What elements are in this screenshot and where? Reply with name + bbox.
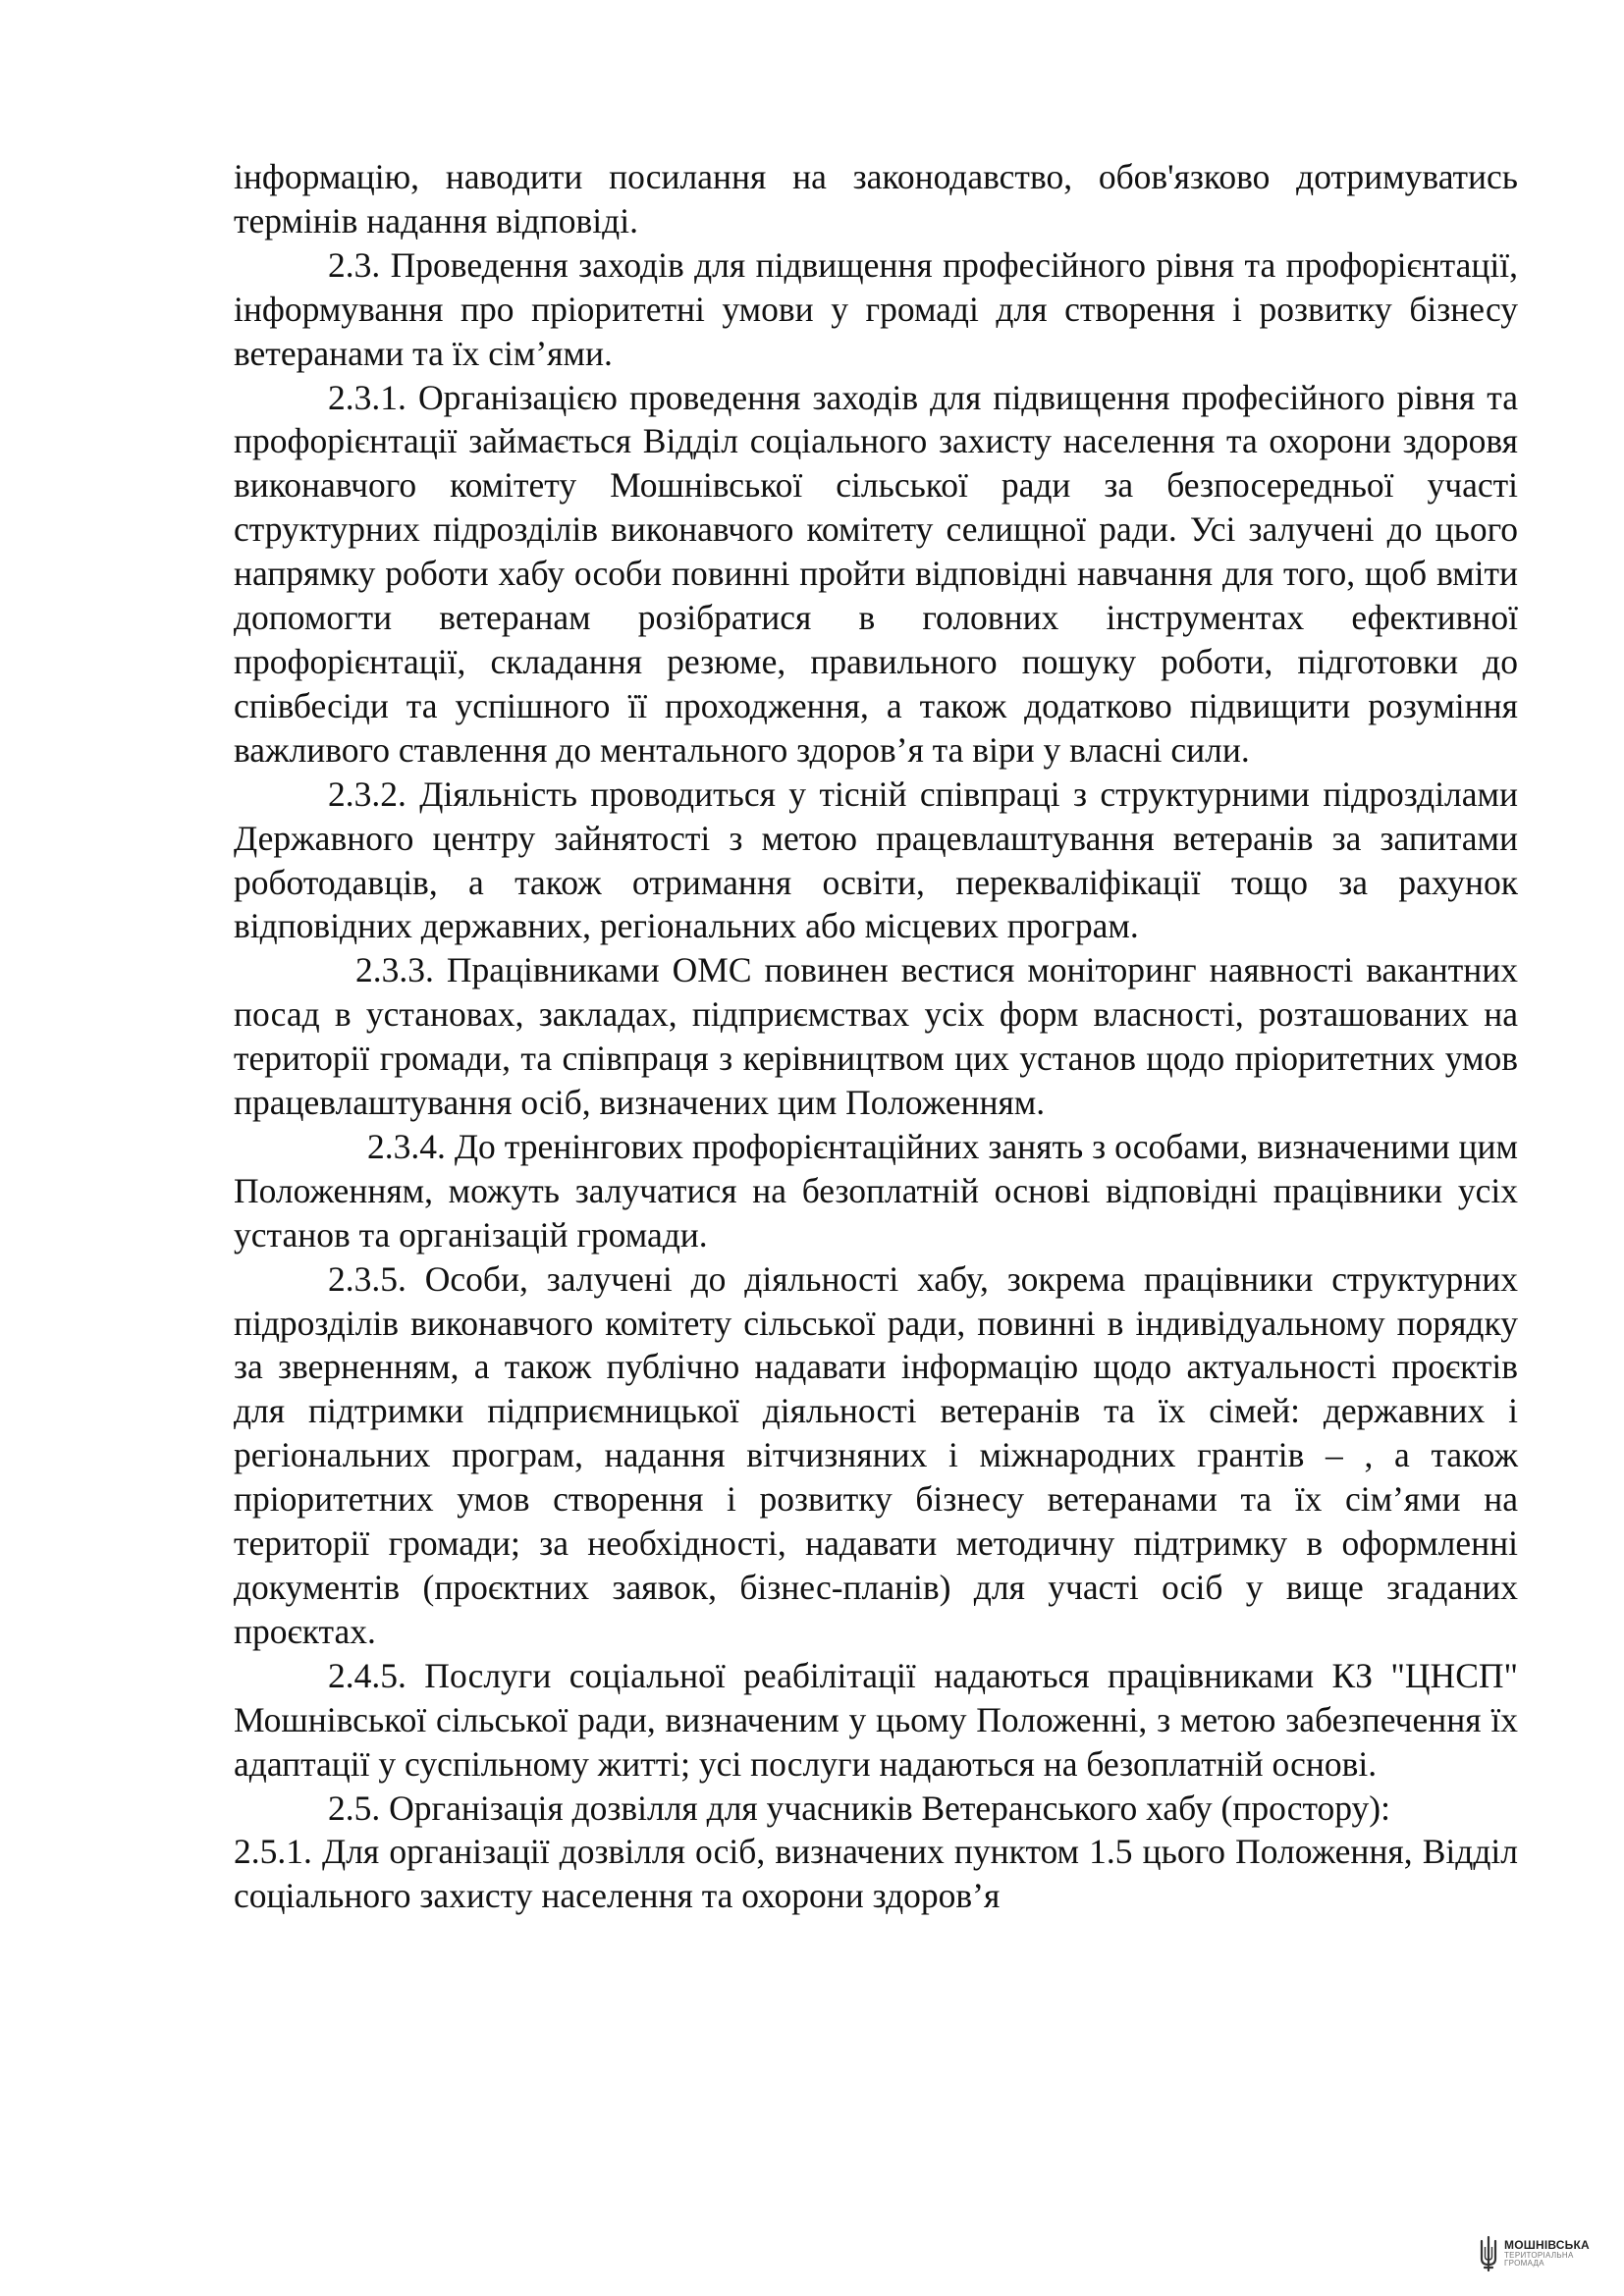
- document-body: [234, 155, 1518, 1918]
- paragraph-2-3-2: 2.3.2. Діяльність проводиться у тісній співпраці з структурними підрозділами Державного центру зайнятості з метою працевлаштування ветеранів за запитами роботодавців, а також отримання освіти, перекваліфікації тощо за рахунок відповідних державних, регіональних або місцевих програм.: [234, 774, 1518, 946]
- paragraph-continuation: інформацію, наводити посилання на законодавство, обов'язково дотримуватись термінів надання відповіді.: [234, 157, 1518, 240]
- logo-line-3: ГРОМАДА: [1504, 2259, 1544, 2269]
- paragraph-2-5-1: 2.5.1. Для організації дозвілля осіб, визначених пунктом 1.5 цього Положення, Відділ соціального захисту населення та охорони здоров’я: [234, 1832, 1518, 1916]
- trident-icon: [1479, 2235, 1498, 2272]
- paragraph-2-3: 2.3. Проведення заходів для підвищення професійного рівня та профорієнтації, інформування про пріоритетні умови у громаді для створення і розвитку бізнесу ветеранами та їх сім’ями.: [234, 244, 1518, 373]
- paragraph-2-4-5: 2.4.5. Послуги соціальної реабілітації надаються працівниками КЗ "ЦНСП" Мошнівської сільської ради, визначеним у цьому Положенні, з метою забезпечення їх адаптації у суспільному житті; усі послуги надаються на безоплатній основі.: [234, 1655, 1518, 1784]
- logo-line-2: ТЕРИТОРІАЛЬНА: [1504, 2250, 1574, 2260]
- paragraph-2-3-5: 2.3.5. Особи, залучені до діяльності хабу, зокрема працівники структурних підрозділів виконавчого комітету сільської ради, повинні в індивідуальному порядку за зверненням, а також публічно надавати інформацію щодо актуальності проєктів для підтримки підприємницької діяльності ветеранів та їх сімей: державних і регіональних програм, надання вітчизняних і міжнародних грантів – , а також пріоритетних умов створення і розвитку бізнесу ветеранами та їх сім’ями на території громади; за необхідності, надавати методичну підтримку в оформленні документів (проєктних заявок, бізнес-планів) для участі осіб у вище згаданих проєктах.: [234, 1258, 1518, 1651]
- logo-line-1: МОШНІВСЬКА: [1504, 2238, 1590, 2253]
- logo-text: [1504, 2239, 1590, 2268]
- paragraph-2-3-4: 2.3.4. До тренінгових профорієнтаційних занять з особами, визначеними цим Положенням, можуть залучатися на безоплатній основі відповідні працівники усіх установ та організацій громади.: [234, 1126, 1518, 1255]
- paragraph-2-3-3: 2.3.3. Працівниками ОМС повинен вестися моніторинг наявності вакантних посад в установах, закладах, підприємствах усіх форм власності, розташованих на території громади, та співпраця з керівництвом цих установ щодо пріоритетних умов працевлаштування осіб, визначених цим Положенням.: [234, 950, 1518, 1123]
- paragraph-2-5: 2.5. Організація дозвілля для учасників Ветеранського хабу (простору):: [328, 1788, 1390, 1828]
- community-logo: [1479, 2225, 1606, 2282]
- paragraph-2-3-1: 2.3.1. Організацією проведення заходів для підвищення професійного рівня та профорієнтації займається Відділ соціального захисту населення та охорони здоровя виконавчого комітету Мошнівської сільської ради за безпосередньої участі структурних підрозділів виконавчого комітету селищної ради. Усі залучені до цього напрямку роботи хабу особи повинні пройти відповідні навчання для того, щоб вміти допомогти ветеранам розібратися в головних інструментах ефективної профорієнтації, складання резюме, правильного пошуку роботи, підготовки до співбесіди та успішного її проходження, а також додатково підвищити розуміння важливого ставлення до ментального здоров’я та віри у власні сили.: [234, 377, 1518, 770]
